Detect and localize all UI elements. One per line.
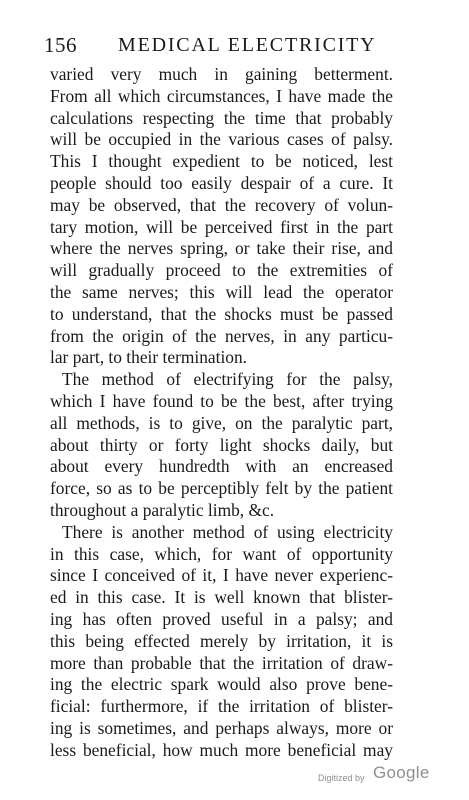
text-line: throughout a paralytic limb, &c.: [50, 499, 275, 520]
text-line: about thirty or forty light shocks daily, but: [50, 434, 393, 455]
text-line: which I have found to be the best, after trying: [50, 390, 393, 411]
text-line: to understand, that the shocks must be passed: [50, 303, 393, 324]
text-line: This I thought expedient to be noticed, lest: [50, 151, 393, 172]
text-line: in this case, which, for want of opportunity: [50, 543, 393, 564]
text-line: varied very much in gaining betterment.: [50, 64, 393, 84]
text-line: tary motion, will be perceived first in the part: [50, 216, 393, 237]
text-line: From all which circumstances, I have made the: [50, 85, 393, 106]
text-line: more than probable that the irritation of draw-: [50, 652, 393, 673]
text-line: force, so as to be perceptibly felt by the patient: [50, 478, 393, 499]
text-line: about every hundredth with an encreased: [50, 456, 393, 477]
page-header: [44, 33, 394, 59]
text-line: will gradually proceed to the extremities of: [50, 260, 393, 281]
text-line: ing the electric spark would also prove bene-: [50, 674, 393, 695]
text-line: ed in this case. It is well known that blister-: [50, 587, 393, 608]
text-line: from the origin of the nerves, in any particu-: [50, 325, 393, 346]
text-line: lar part, to their termination.: [50, 347, 248, 368]
text-line: The method of electrifying for the palsy,: [62, 369, 393, 390]
text-line: ing is sometimes, and perhaps always, more or: [50, 717, 393, 738]
text-line: There is another method of using electricity: [62, 521, 393, 542]
text-line: this being effected merely by irritation, it is: [50, 630, 393, 651]
digitized-by-label: Digitized by: [318, 773, 365, 783]
text-line: since I conceived of it, I have never experienc-: [50, 565, 393, 586]
text-line: ficial: furthermore, if the irritation of blister-: [50, 696, 393, 717]
text-line: where the nerves spring, or take their rise, and: [50, 238, 393, 259]
text-line: the same nerves; this will lead the operator: [50, 281, 393, 302]
body-text: [50, 64, 393, 762]
text-line: people should too easily despair of a cure. It: [50, 172, 393, 193]
text-line: less beneficial, how much more beneficial may: [50, 739, 393, 760]
running-head: MEDICAL ELECTRICITY: [118, 34, 377, 56]
text-line: may be observed, that the recovery of volun-: [50, 194, 393, 215]
google-logo-text: Google: [373, 763, 430, 782]
page-number: 156: [44, 33, 77, 57]
text-line: all methods, is to give, on the paralytic part,: [50, 412, 393, 433]
text-line: will be occupied in the various cases of palsy.: [50, 129, 393, 150]
text-line: ing has often proved useful in a palsy; and: [50, 608, 393, 629]
text-line: calculations respecting the time that probably: [50, 107, 393, 128]
